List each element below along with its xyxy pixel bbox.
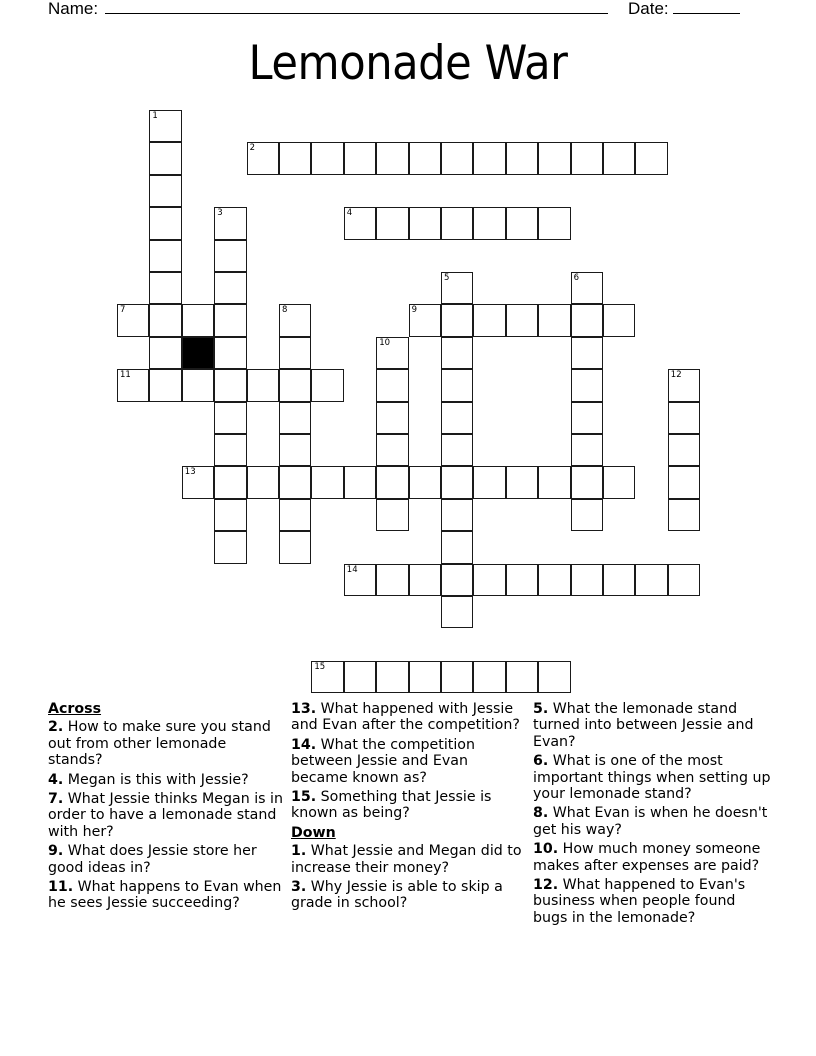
grid-cell[interactable]: [149, 175, 181, 207]
clue-number-label: 10.: [533, 841, 559, 858]
clue-across-7: [48, 791, 284, 840]
grid-cell[interactable]: [506, 304, 538, 336]
clue-text: What Evan is when he doesn't get his way?: [533, 805, 768, 838]
grid-cell[interactable]: [441, 369, 473, 401]
grid-cell[interactable]: [571, 499, 603, 531]
black-cell: [182, 337, 214, 369]
grid-cell[interactable]: [376, 466, 408, 498]
clue-down-5: [533, 701, 773, 750]
clue-text: What happens to Evan when he sees Jessie succeeding?: [48, 879, 282, 912]
grid-cell[interactable]: [279, 142, 311, 174]
grid-cell[interactable]: [214, 207, 246, 239]
grid-cell[interactable]: [441, 596, 473, 628]
grid-cell[interactable]: [279, 466, 311, 498]
clue-text: What is one of the most important things when setting up your lemonade stand?: [533, 753, 771, 803]
down-heading: Down: [291, 824, 336, 841]
grid-cell[interactable]: [409, 304, 441, 336]
grid-cell[interactable]: [214, 369, 246, 401]
grid-cell[interactable]: [409, 466, 441, 498]
grid-cell[interactable]: [668, 402, 700, 434]
clue-across-13: [291, 701, 527, 734]
date-label: Date:: [628, 0, 669, 18]
grid-cell[interactable]: [571, 142, 603, 174]
grid-cell[interactable]: [149, 304, 181, 336]
clue-text: What Jessie and Megan did to increase their money?: [291, 843, 522, 876]
grid-cell[interactable]: [376, 661, 408, 693]
grid-cell[interactable]: [571, 272, 603, 304]
grid-cell[interactable]: [571, 466, 603, 498]
clue-number-label: 13.: [291, 701, 317, 717]
grid-cell[interactable]: [214, 499, 246, 531]
clue-number: 12: [670, 370, 682, 381]
clue-number: 6: [573, 273, 580, 283]
clue-number-label: 1.: [291, 843, 307, 860]
clue-text: Megan is this with Jessie?: [63, 771, 249, 788]
grid-cell[interactable]: [571, 434, 603, 466]
grid-cell[interactable]: [214, 240, 246, 272]
grid-cell[interactable]: [441, 499, 473, 531]
grid-cell[interactable]: [214, 466, 246, 498]
grid-cell[interactable]: [279, 499, 311, 531]
clue-down-8: [533, 805, 773, 838]
clue-number-label: 15.: [291, 789, 317, 806]
clue-text: What the lemonade stand turned into between Jessie and Evan?: [533, 701, 754, 750]
grid-cell[interactable]: [182, 466, 214, 498]
clue-across-9: [48, 843, 284, 876]
clue-across-11: [48, 879, 284, 912]
grid-cell[interactable]: [214, 304, 246, 336]
grid-cell[interactable]: [668, 434, 700, 466]
clue-number: 7: [120, 305, 126, 316]
grid-cell[interactable]: [376, 434, 408, 466]
grid-cell[interactable]: [311, 466, 343, 498]
grid-cell[interactable]: [247, 466, 279, 498]
grid-cell[interactable]: [603, 304, 635, 336]
grid-cell[interactable]: [473, 661, 505, 693]
clues-column-2: [291, 701, 527, 915]
grid-cell[interactable]: [571, 337, 603, 369]
grid-cell[interactable]: [279, 531, 311, 563]
grid-cell[interactable]: [668, 499, 700, 531]
grid-cell[interactable]: [279, 369, 311, 401]
clue-across-15: [291, 789, 527, 822]
clue-number: 8: [282, 305, 288, 316]
clue-number-label: 11.: [48, 879, 74, 896]
grid-cell[interactable]: [441, 142, 473, 174]
grid-cell[interactable]: [149, 110, 181, 142]
grid-cell[interactable]: [441, 466, 473, 498]
grid-cell[interactable]: [441, 207, 473, 239]
grid-cell[interactable]: [279, 337, 311, 369]
grid-cell[interactable]: [506, 466, 538, 498]
grid-cell[interactable]: [668, 564, 700, 596]
grid-cell[interactable]: [538, 466, 570, 498]
grid-cell[interactable]: [635, 142, 667, 174]
grid-cell[interactable]: [409, 661, 441, 693]
clue-down-1: [291, 843, 527, 876]
grid-cell[interactable]: [473, 564, 505, 596]
grid-cell[interactable]: [538, 142, 570, 174]
grid-cell[interactable]: [311, 142, 343, 174]
grid-cell[interactable]: [149, 207, 181, 239]
grid-cell[interactable]: [603, 564, 635, 596]
grid-cell[interactable]: [668, 369, 700, 401]
grid-cell[interactable]: [538, 564, 570, 596]
grid-cell[interactable]: [311, 369, 343, 401]
clue-down-10: [533, 841, 773, 874]
grid-cell[interactable]: [441, 531, 473, 563]
grid-cell[interactable]: [214, 272, 246, 304]
grid-cell[interactable]: [214, 337, 246, 369]
grid-cell[interactable]: [571, 402, 603, 434]
grid-cell[interactable]: [603, 466, 635, 498]
clue-number-label: 4.: [48, 771, 64, 788]
grid-cell[interactable]: [344, 466, 376, 498]
grid-cell[interactable]: [506, 142, 538, 174]
grid-cell[interactable]: [376, 369, 408, 401]
grid-cell[interactable]: [603, 142, 635, 174]
grid-cell[interactable]: [214, 531, 246, 563]
grid-cell[interactable]: [441, 564, 473, 596]
grid-cell[interactable]: [311, 661, 343, 693]
grid-cell[interactable]: [473, 304, 505, 336]
grid-cell[interactable]: [376, 337, 408, 369]
grid-cell[interactable]: [506, 661, 538, 693]
grid-cell[interactable]: [376, 402, 408, 434]
grid-cell[interactable]: [538, 304, 570, 336]
grid-cell[interactable]: [149, 272, 181, 304]
across-heading: Across: [48, 701, 102, 717]
clue-across-14: [291, 737, 527, 786]
grid-cell[interactable]: [571, 564, 603, 596]
grid-cell[interactable]: [182, 304, 214, 336]
clue-down-3: [291, 879, 527, 912]
grid-cell[interactable]: [117, 304, 149, 336]
grid-cell[interactable]: [214, 434, 246, 466]
grid-cell[interactable]: [441, 661, 473, 693]
grid-cell[interactable]: [441, 402, 473, 434]
grid-cell[interactable]: [247, 142, 279, 174]
grid-cell[interactable]: [441, 434, 473, 466]
clue-number: 15: [314, 661, 326, 672]
clue-number-label: 14.: [291, 736, 317, 753]
grid-cell[interactable]: [668, 466, 700, 498]
clue-text: What happened with Jessie and Evan after the competition?: [291, 701, 520, 734]
grid-cell[interactable]: [149, 142, 181, 174]
clue-down-12: [533, 877, 773, 926]
grid-cell[interactable]: [376, 142, 408, 174]
grid-cell[interactable]: [506, 564, 538, 596]
clue-number: 3: [217, 208, 223, 219]
grid-cell[interactable]: [182, 369, 214, 401]
grid-cell[interactable]: [441, 337, 473, 369]
clue-number: 13: [184, 467, 196, 478]
grid-cell[interactable]: [279, 304, 311, 336]
grid-cell[interactable]: [506, 207, 538, 239]
clue-number: 1: [152, 111, 158, 121]
clue-text: What happened to Evan's business when people found bugs in the lemonade?: [533, 877, 746, 926]
clue-text: What Jessie thinks Megan is in order to have a lemonade stand with her?: [48, 791, 283, 840]
clues-column-3: [533, 701, 773, 929]
grid-cell[interactable]: [149, 337, 181, 369]
clue-number: 9: [411, 305, 418, 316]
grid-cell[interactable]: [149, 240, 181, 272]
clue-number-label: 5.: [533, 701, 549, 717]
page-title: Lemonade War: [248, 36, 568, 91]
grid-cell[interactable]: [279, 434, 311, 466]
grid-cell[interactable]: [376, 564, 408, 596]
clues-column-1: [48, 701, 284, 915]
grid-cell[interactable]: [538, 207, 570, 239]
grid-cell[interactable]: [441, 304, 473, 336]
grid-cell[interactable]: [376, 207, 408, 239]
clue-down-6: [533, 753, 773, 802]
clue-number-label: 7.: [48, 791, 64, 808]
grid-cell[interactable]: [376, 499, 408, 531]
clue-text: Something that Jessie is known as being?: [291, 789, 492, 822]
grid-cell[interactable]: [344, 207, 376, 239]
grid-cell[interactable]: [214, 402, 246, 434]
grid-cell[interactable]: [344, 661, 376, 693]
clue-number-label: 9.: [48, 843, 64, 860]
clue-number-label: 3.: [291, 879, 307, 896]
clue-number-label: 12.: [533, 877, 559, 894]
grid-cell[interactable]: [538, 661, 570, 693]
clue-number-label: 8.: [533, 805, 549, 822]
clue-text: What does Jessie store her good ideas in?: [48, 843, 257, 876]
clue-text: How to make sure you stand out from other lemonade stands?: [48, 719, 271, 769]
clue-text: What the competition between Jessie and Evan became known as?: [291, 736, 475, 786]
grid-cell[interactable]: [344, 564, 376, 596]
clue-number-label: 6.: [533, 753, 549, 770]
grid-cell[interactable]: [473, 142, 505, 174]
grid-cell[interactable]: [571, 304, 603, 336]
grid-cell[interactable]: [441, 272, 473, 304]
clue-number: 4: [346, 208, 353, 219]
grid-cell[interactable]: [473, 466, 505, 498]
grid-cell[interactable]: [409, 142, 441, 174]
clue-number: 2: [249, 143, 256, 154]
grid-cell[interactable]: [571, 369, 603, 401]
clue-number: 10: [379, 337, 391, 348]
clue-number: 11: [120, 370, 131, 381]
grid-cell[interactable]: [409, 207, 441, 239]
grid-cell[interactable]: [635, 564, 667, 596]
clue-across-4: [48, 772, 284, 788]
clue-number-label: 2.: [48, 719, 64, 736]
grid-cell[interactable]: [117, 369, 149, 401]
grid-cell[interactable]: [344, 142, 376, 174]
grid-cell[interactable]: [247, 369, 279, 401]
grid-cell[interactable]: [149, 369, 181, 401]
clue-text: How much money someone makes after expenses are paid?: [533, 841, 761, 874]
clue-across-2: [48, 719, 284, 768]
grid-cell[interactable]: [409, 564, 441, 596]
grid-cell[interactable]: [279, 402, 311, 434]
clue-number: 5: [444, 273, 450, 283]
grid-cell[interactable]: [473, 207, 505, 239]
clue-number: 14: [346, 564, 358, 575]
name-label: Name:: [48, 0, 99, 18]
clue-text: Why Jessie is able to skip a grade in school?: [291, 879, 503, 912]
